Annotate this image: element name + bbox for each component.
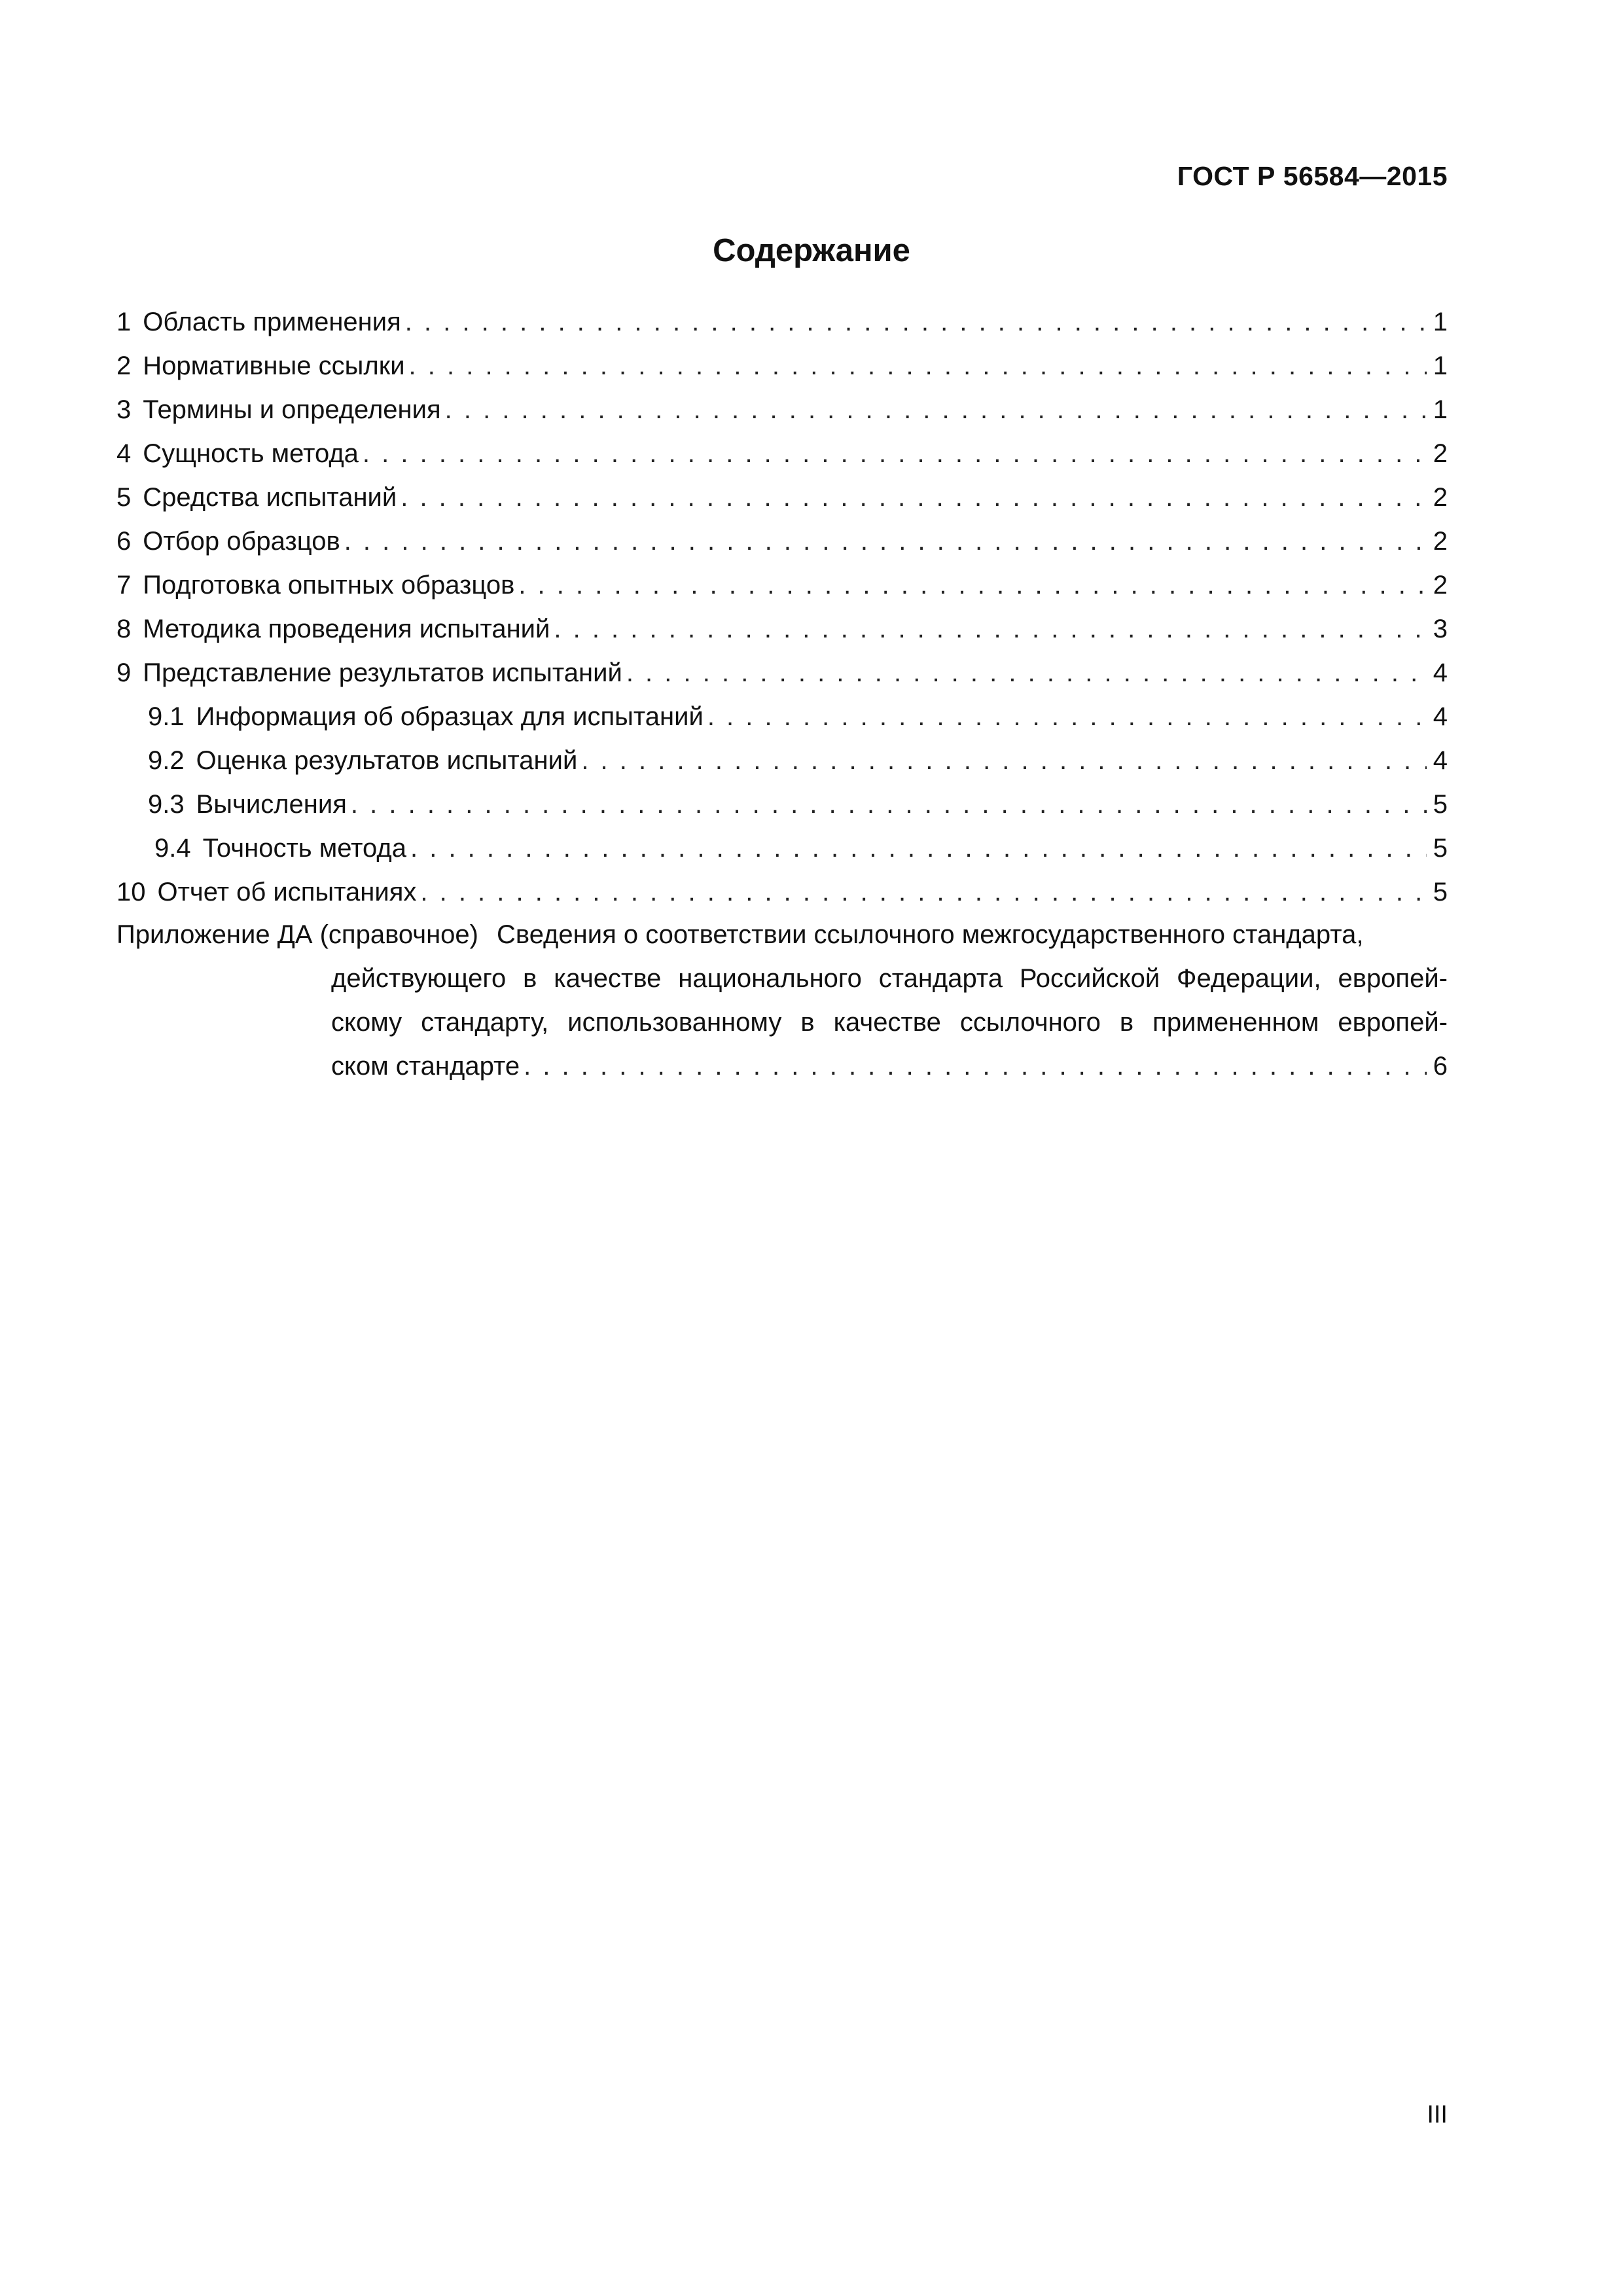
toc-entry[interactable] xyxy=(116,308,1448,351)
toc-entry-number: 7 xyxy=(116,571,132,600)
toc-leader-dots xyxy=(518,571,1427,600)
toc-entry-number: 6 xyxy=(116,527,132,556)
toc-entry-page: 2 xyxy=(1433,483,1448,512)
toc-entry[interactable] xyxy=(116,351,1448,395)
toc-entry-page: 5 xyxy=(1433,790,1448,819)
toc-entry-page: 3 xyxy=(1433,615,1448,643)
toc-entry-label: Методика проведения испытаний xyxy=(143,615,550,643)
toc-entry-page: 1 xyxy=(1433,351,1448,380)
toc-entry[interactable] xyxy=(116,395,1448,439)
toc-leader-dots xyxy=(344,527,1427,556)
toc-entry-page: 4 xyxy=(1433,746,1448,775)
appendix-title-line: действующего в качестве национального стандарта Российской Федерации, европей- xyxy=(331,964,1448,993)
toc-entry-page: 2 xyxy=(1433,571,1448,600)
toc-entry-page: 6 xyxy=(1433,1052,1448,1081)
toc-subentry[interactable] xyxy=(116,746,1448,790)
toc-entry[interactable] xyxy=(116,439,1448,483)
toc-entry-number: 2 xyxy=(116,351,132,380)
toc-entry-page: 5 xyxy=(1433,834,1448,863)
toc-entry-label: Представление результатов испытаний xyxy=(143,658,622,687)
toc-entry-label: Точность метода xyxy=(202,834,406,863)
toc-entry[interactable] xyxy=(116,483,1448,527)
appendix-prefix: Приложение ДА (справочное) xyxy=(116,920,478,949)
toc-entry[interactable] xyxy=(116,658,1448,702)
toc-entry-number: 10 xyxy=(116,878,146,906)
toc-entry-number: 5 xyxy=(116,483,132,512)
toc-entry-label: Подготовка опытных образцов xyxy=(143,571,515,600)
appendix-title-line: скому стандарту, использованному в качестве ссылочного в примененном европей- xyxy=(331,1008,1448,1037)
toc-appendix-entry[interactable] xyxy=(116,920,1448,1096)
toc-entry-page: 5 xyxy=(1433,878,1448,906)
toc-entry-page: 4 xyxy=(1433,702,1448,731)
toc-leader-dots xyxy=(524,1052,1427,1081)
toc-leader-dots xyxy=(405,308,1427,337)
document-code: ГОСТ Р 56584—2015 xyxy=(1177,161,1448,191)
appendix-title-line: ском стандарте xyxy=(331,1052,520,1081)
toc-list xyxy=(116,308,1448,922)
toc-entry-page: 2 xyxy=(1433,439,1448,468)
toc-subentry[interactable] xyxy=(116,790,1448,834)
toc-entry-page: 4 xyxy=(1433,658,1448,687)
toc-leader-dots xyxy=(410,834,1427,863)
toc-leader-dots xyxy=(626,658,1427,688)
toc-entry-label: Область применения xyxy=(143,308,401,336)
toc-entry-number: 9 xyxy=(116,658,132,687)
toc-leader-dots xyxy=(581,746,1427,776)
toc-entry-label: Нормативные ссылки xyxy=(143,351,405,380)
toc-entry-label: Термины и определения xyxy=(143,395,441,424)
toc-entry-page: 2 xyxy=(1433,527,1448,556)
toc-entry-label: Отчет об испытаниях xyxy=(157,878,417,906)
toc-entry-label: Сущность метода xyxy=(143,439,359,468)
toc-entry-number: 3 xyxy=(116,395,132,424)
toc-leader-dots xyxy=(445,395,1427,425)
toc-leader-dots xyxy=(401,483,1427,512)
toc-leader-dots xyxy=(707,702,1427,732)
toc-title: Содержание xyxy=(713,233,910,268)
toc-entry[interactable] xyxy=(116,571,1448,615)
appendix-title-line: Сведения о соответствии ссылочного межгосударственного стандарта, xyxy=(497,920,1364,949)
toc-entry[interactable] xyxy=(116,527,1448,571)
toc-entry-number: 9.2 xyxy=(148,746,185,775)
toc-entry[interactable] xyxy=(116,878,1448,922)
toc-entry-number: 8 xyxy=(116,615,132,643)
toc-entry-label: Вычисления xyxy=(196,790,347,819)
toc-entry-page: 1 xyxy=(1433,395,1448,424)
toc-leader-dots xyxy=(409,351,1427,381)
toc-entry-label: Информация об образцах для испытаний xyxy=(196,702,704,731)
toc-entry[interactable] xyxy=(116,615,1448,658)
toc-leader-dots xyxy=(363,439,1427,469)
toc-leader-dots xyxy=(420,878,1427,907)
toc-entry-number: 9.4 xyxy=(154,834,191,863)
toc-entry-number: 9.1 xyxy=(148,702,185,731)
toc-entry-number: 1 xyxy=(116,308,132,336)
page-number: III xyxy=(1427,2101,1448,2128)
toc-leader-dots xyxy=(554,615,1427,644)
toc-entry-label: Отбор образцов xyxy=(143,527,340,556)
toc-entry-label: Оценка результатов испытаний xyxy=(196,746,578,775)
toc-subentry[interactable] xyxy=(116,834,1448,878)
toc-entry-label: Средства испытаний xyxy=(143,483,397,512)
toc-entry-page: 1 xyxy=(1433,308,1448,336)
toc-leader-dots xyxy=(351,790,1427,819)
toc-entry-number: 9.3 xyxy=(148,790,185,819)
toc-entry-number: 4 xyxy=(116,439,132,468)
toc-subentry[interactable] xyxy=(116,702,1448,746)
